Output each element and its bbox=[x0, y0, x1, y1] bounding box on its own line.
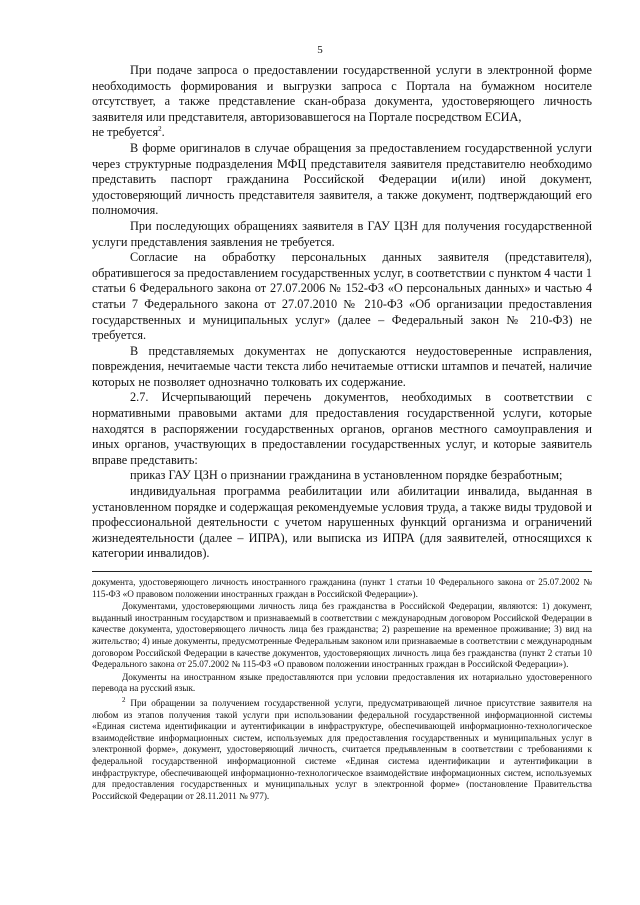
paragraph-not-required bbox=[92, 125, 592, 141]
footnotes bbox=[92, 577, 592, 803]
page-number: 5 bbox=[317, 44, 323, 56]
footnote-foreign-language: Документы на иностранном языке предоставляются при условии предоставления их нотариально удостоверенного перевода на русский язык. bbox=[92, 671, 592, 694]
paragraph-document-corrections: В представляемых документах не допускаются неудостоверенные исправления, повреждения, нечитаемые части текста либо нечитаемые оттиски штампов и печатей, наличие которых не позволяет однозначно толковать их содержание. bbox=[92, 343, 592, 389]
footnote-continuation: документа, удостоверяющего личность иностранного гражданина (пункт 1 статьи 10 Федерального закона от 25.07.2002 № 115-ФЗ «О правовом положении иностранных граждан в Российской Федерации»). bbox=[92, 577, 592, 599]
footnote-stateless-documents: Документами, удостоверяющими личность лица без гражданства в Российской Федерации, являются: 1) документ, выданный иностранным государством и признаваемый в соответствии с международным договором Российской Федерации в качестве документа, удостоверяющего личность лица без гражданства; 2) разрешение на временное проживание; 3) вид на жительство; 4) иные документы, предусмотренные Федеральным законом или признаваемые в соответствии с международным договором Российской Федерации в качестве документов, удостоверяющих личность лица без гражданства (пункт 2 статьи 10 Федерального закона от 25.07.2002 № 115-ФЗ «О правовом положении иностранных граждан в Российской Федерации»). bbox=[92, 601, 592, 670]
paragraph-subsequent-requests: При последующих обращениях заявителя в ГАУ ЦЗН для получения государственной услуги представления заявления не требуется. bbox=[92, 218, 592, 249]
footnote-2-text: При обращении за получением государственной услуги, предусматривающей личное присутствие заявителя на любом из этапов получения такой услуги при использовании федеральной государственной информационной системы «Единая система идентификации и аутентификации в инфраструктуре, обеспечивающей информационно-технологическое взаимодействие информационных систем, используемых для предоставления государственных и муниципальных услуг в электронной форме», документ, удостоверяющий личность, считается предъявленным в соответствии с требованиями к федеральной государственной информационной системе «Единая система идентификации и аутентификации в инфраструктуре, обеспечивающей информационно-технологическое взаимодействие информационных систем, используемых для предоставления государственных и муниципальных услуг в электронной форме» (постановление Правительства Российской Федерации от 28.11.2011 № 977). bbox=[92, 697, 593, 801]
paragraph-electronic-request: При подаче запроса о предоставлении государственной услуги в электронной форме необходимость формирования и выгрузки запроса с Портала на бумажном носителе отсутствует, а также представление скан-образа документа, удостоверяющего личность заявителя или представителя, авторизовавшегося на Портале посредством ЕСИА, bbox=[92, 63, 592, 124]
paragraph-personal-data-consent: Согласие на обработку персональных данных заявителя (представителя), обратившегося за предоставлением государственных услуг, в соответствии с пунктом 4 части 1 статьи 6 Федерального закона от 27.07.2006 № 152-ФЗ «О персональных данных» и частью 4 статьи 7 Федерального закона от 27.07.2010 № 210-ФЗ «Об организации предоставления государственных и муниципальных услуг» (далее – Федеральный закон № 210-ФЗ) не требуется. bbox=[92, 250, 592, 343]
main-body bbox=[92, 63, 592, 562]
paragraph-unemployment-order: приказ ГАУ ЦЗН о признании гражданина в установленном порядке безработным; bbox=[130, 468, 563, 483]
footnote-2-marker: 2 bbox=[122, 695, 126, 704]
footnote-divider bbox=[92, 571, 592, 572]
paragraph-ipra: индивидуальная программа реабилитации или абилитации инвалида, выданная в установленном порядке и содержащая рекомендуемые условия труда, а также виды трудовой и профессиональной деятельности с учетом нарушенных функций организма и ограничений жизнедеятельности (далее – ИПРА), или выписка из ИПРА (для заявителей, относящихся к категории инвалидов). bbox=[92, 484, 592, 561]
paragraph-mfc-originals: В форме оригиналов в случае обращения за предоставлением государственной услуги через структурные подразделения МФЦ представителя заявителя представителю необходимо представить паспорт гражданина Российской Федерации и(или) иной документ, удостоверяющий личность представителя заявителя, а также документ, подтверждающий его полномочия. bbox=[92, 140, 592, 218]
footnote-2 bbox=[92, 695, 593, 802]
footnote-ref-2: 2 bbox=[158, 125, 162, 134]
paragraph-section-2-7: 2.7. Исчерпывающий перечень документов, необходимых в соответствии с нормативными правовыми актами для предоставления государственной услуги, которые находятся в распоряжении государственных органов, органов местного самоуправления и иных органов, участвующих в предоставлении государственных услуг, и которые заявитель вправе представить: bbox=[92, 390, 592, 467]
not-required-text: не требуется bbox=[92, 125, 159, 140]
sentence-end: . bbox=[161, 125, 165, 140]
